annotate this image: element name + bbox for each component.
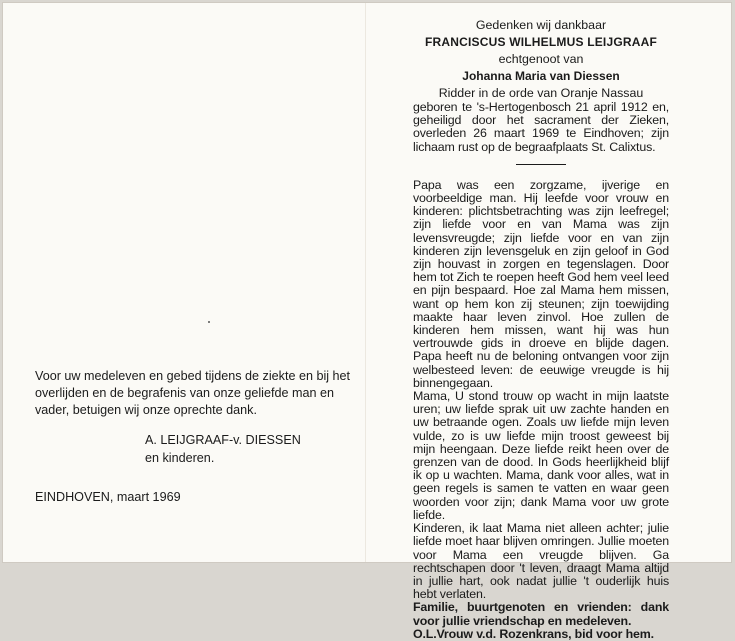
paragraph-mama: Mama, U stond trouw op wacht in mijn laatste uren; uw liefde sprak uit uw zachte handen en uw betraande ogen. Zoals uw liefde mijn leven vulde, zo is uw liefde mijn troost geweest bij mijn heengaan. Deze liefde reikt heen over de grenzen van de dood. In Gods heerlijkheid blijf ik op u wachten. Mama, dank voor alles, wat in geen regels is samen te vatten en waar geen woorden voor zijn; dank Mama voor uw grote liefde. — [413, 389, 669, 522]
closing-prayer: O.L.Vrouw v.d. Rozenkrans, bid voor hem. — [413, 626, 654, 641]
card-fold — [365, 3, 366, 562]
signature-block — [35, 431, 355, 467]
memorial-text — [413, 17, 669, 641]
honor-title: Ridder in de orde van Oranje Nassau — [438, 86, 644, 100]
paragraph-papa: Papa was een zorgzame, ijverige en voorbeeldige man. Hij leefde voor vrouw en kinderen: plichtsbetrachting was zijn leefregel; zijn liefde voor en van Mama was zijn levensvreugde; zijn liefde voor en van zijn kinderen zijn levensgeluk en zijn geloof in God zijn houvast in zorgen en tegenslagen. Door hem tot Zich te roepen heeft God hem veel leed en pijn bespaard. Hoe zal Mama hem missen, want op hem kon zij steunen; zijn toewijding maakte haar leven zinvol. Hoe zullen de kinderen hem missen, want hij was hun vertrouwde gids in droeve en blijde dagen. Papa heeft nu de beloning ontvangen voor zijn welbesteed leven: de eeuwige vreugde is hij binnengegaan. — [413, 177, 669, 390]
memorial-body — [413, 101, 669, 641]
place-date: EINDHOVEN, maart 1969 — [35, 490, 181, 504]
thanks-section — [35, 368, 355, 467]
signature-name: A. LEIJGRAAF-v. DIESSEN — [145, 433, 301, 447]
memorial-card — [2, 2, 732, 641]
closing-thanks: Familie, buurtgenoten en vrienden: dank voor jullie vriendschap en medeleven. — [413, 600, 669, 628]
bio-paragraph: geboren te 's-Hertogenbosch 21 april 1912 en, geheiligd door het sacrament der Zieken, overleden 26 maart 1969 te Eindhoven; zijn lichaam rust op de begraafplaats St. Calixtus. — [413, 100, 669, 154]
thanks-text: Voor uw medeleven en gebed tijdens de ziekte en bij het overlijden en de begrafenis van onze geliefde man en vader, betuigen wij onze oprechte dank. — [35, 369, 351, 417]
speck — [208, 321, 210, 323]
spouse-name: Johanna Maria van Diessen — [462, 69, 620, 83]
spouse-intro: echtgenoot van — [498, 52, 584, 66]
signature-sub: en kinderen. — [145, 451, 215, 465]
deceased-name: FRANCISCUS WILHELMUS LEIJGRAAF — [425, 35, 657, 49]
memorial-header — [413, 17, 669, 101]
divider — [516, 164, 566, 165]
intro-line: Gedenken wij dankbaar — [475, 18, 607, 32]
paragraph-kinderen: Kinderen, ik laat Mama niet alleen achter; julie liefde moet haar blijven omringen. Jullie moeten voor Mama een vreugde blijven. Ga rechtschapen door 't leven, draagt Mama altijd in jullie hart, ook nadat jullie 't ouderlijk huis hebt verlaten. — [413, 521, 669, 602]
